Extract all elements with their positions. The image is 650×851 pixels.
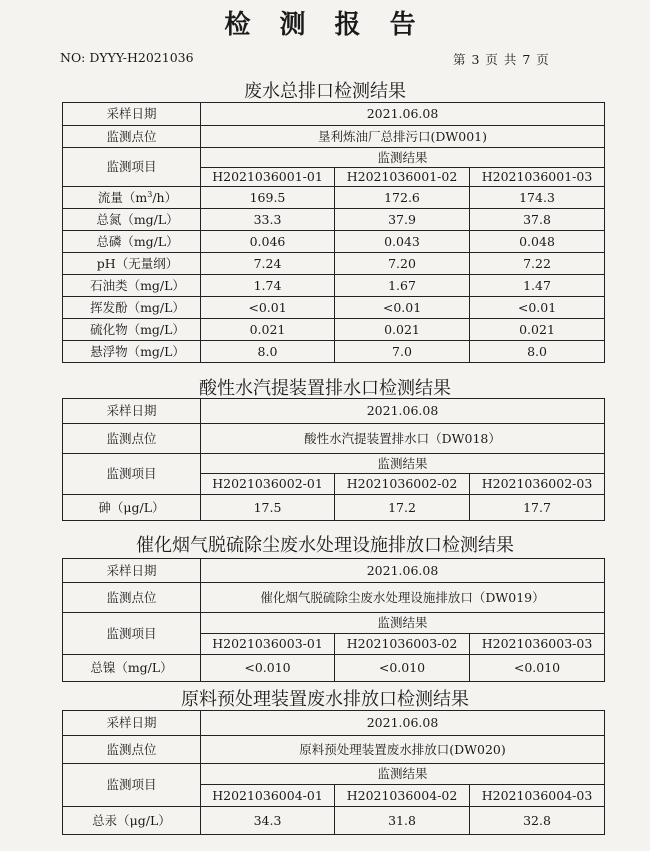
value-cell: 0.021 — [201, 319, 335, 341]
monitoring-result-label: 监测结果 — [201, 148, 605, 168]
value-cell: <0.01 — [335, 297, 470, 319]
sample-id: H2021036002-02 — [335, 474, 470, 495]
sampling-date-value: 2021.06.08 — [201, 711, 605, 736]
monitoring-point-label: 监测点位 — [63, 126, 201, 148]
value-cell: 37.8 — [470, 209, 605, 231]
page-info: 第 3 页 共 7 页 — [453, 52, 549, 67]
item-name: 总氮（mg/L） — [63, 209, 201, 231]
item-name: 砷（μg/L） — [63, 495, 201, 521]
sample-id: H2021036003-01 — [201, 634, 335, 655]
results-table — [62, 398, 605, 521]
value-cell: 174.3 — [470, 187, 605, 209]
sample-id: H2021036001-01 — [201, 168, 335, 187]
value-cell: 7.24 — [201, 253, 335, 275]
monitoring-item-label: 监测项目 — [63, 613, 201, 655]
monitoring-point-label: 监测点位 — [63, 424, 201, 454]
sample-id: H2021036003-02 — [335, 634, 470, 655]
value-cell: <0.010 — [470, 655, 605, 682]
value-cell: 8.0 — [470, 341, 605, 363]
sample-id: H2021036002-03 — [470, 474, 605, 495]
value-cell: 0.021 — [470, 319, 605, 341]
item-name: 硫化物（mg/L） — [63, 319, 201, 341]
monitoring-item-label: 监测项目 — [63, 148, 201, 187]
value-cell: 169.5 — [201, 187, 335, 209]
value-cell: 0.046 — [201, 231, 335, 253]
item-name: 总镍（mg/L） — [63, 655, 201, 682]
table-row — [63, 341, 605, 363]
item-name: pH（无量纲） — [63, 253, 201, 275]
value-cell: 32.8 — [470, 807, 605, 835]
results-table — [62, 558, 605, 682]
value-cell: 31.8 — [335, 807, 470, 835]
value-cell: 33.3 — [201, 209, 335, 231]
monitoring-point-label: 监测点位 — [63, 583, 201, 613]
value-cell: 0.021 — [335, 319, 470, 341]
table-row — [63, 297, 605, 319]
monitoring-point-value: 催化烟气脱硫除尘废水处理设施排放口（DW019） — [201, 583, 605, 613]
value-cell: 7.22 — [470, 253, 605, 275]
item-name: 总磷（mg/L） — [63, 231, 201, 253]
table-row — [63, 187, 605, 209]
value-cell: 17.2 — [335, 495, 470, 521]
sample-id: H2021036001-02 — [335, 168, 470, 187]
table-row — [63, 231, 605, 253]
value-cell: 17.7 — [470, 495, 605, 521]
sampling-date-value: 2021.06.08 — [201, 103, 605, 126]
results-table — [62, 710, 605, 835]
sampling-date-label: 采样日期 — [63, 399, 201, 424]
monitoring-point-value: 垦利炼油厂总排污口(DW001) — [201, 126, 605, 148]
monitoring-item-label: 监测项目 — [63, 764, 201, 807]
item-name: 悬浮物（mg/L） — [63, 341, 201, 363]
monitoring-result-label: 监测结果 — [201, 454, 605, 474]
results-table — [62, 102, 605, 363]
sample-id: H2021036003-03 — [470, 634, 605, 655]
section-title: 废水总排口检测结果 — [244, 81, 406, 102]
document-title: 检 测 报 告 — [224, 10, 426, 40]
table-row — [63, 495, 605, 521]
value-cell: 17.5 — [201, 495, 335, 521]
monitoring-point-value: 酸性水汽提装置排水口（DW018） — [201, 424, 605, 454]
table-row — [63, 319, 605, 341]
value-cell: 7.0 — [335, 341, 470, 363]
table-row — [63, 655, 605, 682]
sample-id: H2021036004-01 — [201, 785, 335, 807]
sampling-date-value: 2021.06.08 — [201, 559, 605, 583]
value-cell: 8.0 — [201, 341, 335, 363]
value-cell: 7.20 — [335, 253, 470, 275]
value-cell: 172.6 — [335, 187, 470, 209]
value-cell: 34.3 — [201, 807, 335, 835]
section-title: 原料预处理装置废水排放口检测结果 — [181, 689, 469, 710]
sampling-date-label: 采样日期 — [63, 711, 201, 736]
monitoring-item-label: 监测项目 — [63, 454, 201, 495]
sample-id: H2021036002-01 — [201, 474, 335, 495]
value-cell: <0.01 — [201, 297, 335, 319]
item-name: 总汞（μg/L） — [63, 807, 201, 835]
monitoring-result-label: 监测结果 — [201, 613, 605, 634]
sampling-date-label: 采样日期 — [63, 559, 201, 583]
sample-id: H2021036001-03 — [470, 168, 605, 187]
section-title: 催化烟气脱硫除尘废水处理设施排放口检测结果 — [136, 535, 514, 556]
sampling-date-label: 采样日期 — [63, 103, 201, 126]
value-cell: <0.010 — [335, 655, 470, 682]
sampling-date-value: 2021.06.08 — [201, 399, 605, 424]
value-cell: 0.048 — [470, 231, 605, 253]
value-cell: 1.67 — [335, 275, 470, 297]
table-row — [63, 253, 605, 275]
item-name: 石油类（mg/L） — [63, 275, 201, 297]
item-name: 挥发酚（mg/L） — [63, 297, 201, 319]
table-row — [63, 807, 605, 835]
value-cell: 0.043 — [335, 231, 470, 253]
table-row — [63, 275, 605, 297]
item-name: 流量$(m^3/h)$ — [63, 187, 201, 209]
monitoring-point-value: 原料预处理装置废水排放口(DW020) — [201, 736, 605, 764]
section-title: 酸性水汽提装置排水口检测结果 — [199, 378, 451, 399]
value-cell: <0.01 — [470, 297, 605, 319]
value-cell: 1.47 — [470, 275, 605, 297]
table-row — [63, 209, 605, 231]
report-number: NO: DYYY-H2021036 — [60, 50, 194, 65]
value-cell: <0.010 — [201, 655, 335, 682]
value-cell: 1.74 — [201, 275, 335, 297]
value-cell: 37.9 — [335, 209, 470, 231]
monitoring-point-label: 监测点位 — [63, 736, 201, 764]
monitoring-result-label: 监测结果 — [201, 764, 605, 785]
sample-id: H2021036004-02 — [335, 785, 470, 807]
sample-id: H2021036004-03 — [470, 785, 605, 807]
